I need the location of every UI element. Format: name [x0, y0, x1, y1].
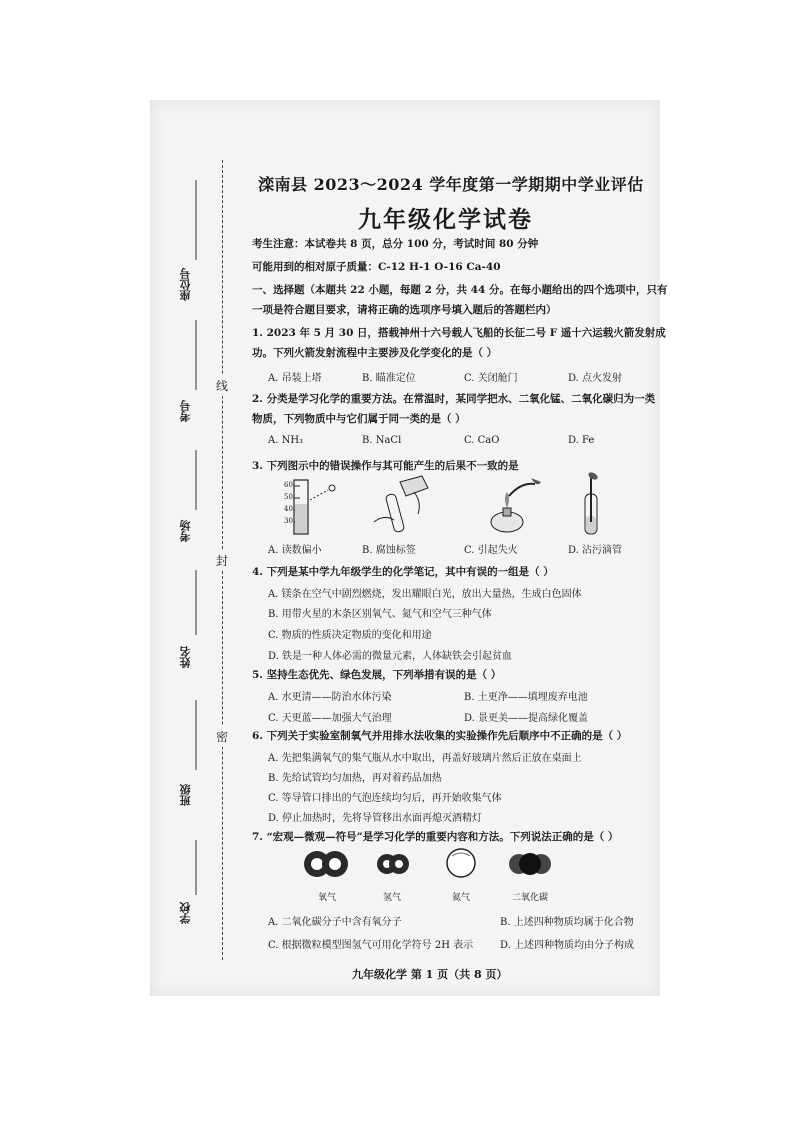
q2-option-c: C. CaO [464, 435, 500, 446]
section-1-line-1: 一、选择题（本题共 22 小题，每题 2 分，共 44 分。在每小题给出的四个选项中，只有 [252, 284, 668, 296]
q6-option-d: D. 停止加热时，先将导管移出水面再熄灭酒精灯 [268, 813, 483, 824]
scale-tick-60: 60 [284, 481, 293, 489]
molecule-label-helium: 氦气 [452, 893, 471, 903]
binding-field-lines [188, 180, 208, 960]
q7-option-d: D. 上述四种物质均由分子构成 [500, 940, 635, 951]
q1-stem-2: 功。下列火箭发射流程中主要涉及化学变化的是（ ） [252, 347, 498, 359]
molecule-label-carbon-dioxide: 二氧化碳 [512, 893, 549, 903]
pouring-reagent-icon [370, 474, 440, 540]
helium-atom-icon [444, 846, 478, 884]
q4-option-d: D. 铁是一种人体必需的微量元素，人体缺铁会引起贫血 [268, 651, 513, 662]
binding-mark-mi: 密 [216, 726, 228, 747]
field-seat-number: 座位号 [179, 268, 192, 301]
q4-option-b: B. 用带火星的木条区别氧气、氮气和空气三种气体 [268, 609, 492, 620]
q2-stem-1: 2. 分类是学习化学的重要方法。在常温时，某同学把水、二氧化锰、二氧化碳归为一类 [252, 393, 656, 405]
q2-option-b: B. NaCl [362, 435, 402, 446]
q2-option-d: D. Fe [568, 435, 595, 446]
q5-option-d: D. 景更美——提高绿化覆盖 [464, 713, 589, 724]
scale-tick-50: 50 [284, 493, 293, 501]
field-exam-number: 考号 [179, 400, 192, 422]
carbon-dioxide-molecule-icon [508, 850, 552, 882]
page-footer: 九年级化学 第 1 页（共 8 页） [352, 968, 508, 981]
q5-option-c: C. 天更蓝——加强大气治理 [268, 713, 392, 724]
q1-option-a: A. 吊装上塔 [268, 373, 322, 384]
q2-option-a: A. NH₃ [268, 435, 304, 446]
q7-option-b: B. 上述四种物质均属于化合物 [500, 917, 634, 928]
q6-option-b: B. 先给试管均匀加热，再对着药品加热 [268, 773, 442, 784]
molecule-label-hydrogen: 氢气 [383, 893, 402, 903]
alcohol-lamp-icon [485, 474, 545, 540]
notice-line-2: 可能用到的相对原子质量：C-12 H-1 O-16 Ca-40 [252, 261, 501, 273]
field-class: 班级 [179, 784, 192, 806]
q5-option-b: B. 土更净——填埋废弃电池 [464, 692, 588, 703]
q7-option-a: A. 二氧化碳分子中含有氧分子 [268, 917, 402, 928]
q1-option-b: B. 瞄准定位 [362, 373, 416, 384]
molecule-label-oxygen: 氧气 [318, 893, 337, 903]
field-exam-room: 考场 [179, 520, 192, 542]
q1-option-d: D. 点火发射 [568, 373, 623, 384]
q1-stem-1: 1. 2023 年 5 月 30 日，搭载神州十六号载人飞船的长征二号 F 遥十六运载火箭发射成 [252, 327, 666, 339]
q4-option-a: A. 镁条在空气中剧烈燃烧，发出耀眼白光，放出大量热，生成白色固体 [268, 589, 582, 600]
field-school: 学校 [179, 902, 192, 924]
q3-option-a: A. 读数偏小 [268, 545, 322, 556]
section-1-line-2: 一项是符合题目要求，请将正确的选项序号填入题后的答题栏内） [252, 304, 557, 316]
test-tube-dropper-icon [575, 472, 615, 542]
q4-stem-1: 4. 下列是某中学九年级学生的化学笔记，其中有误的一组是（ ） [252, 566, 554, 578]
q7-stem-1: 7. “宏观—微观—符号”是学习化学的重要内容和方法。下列说法正确的是（ ） [252, 831, 619, 843]
scale-tick-40: 40 [284, 505, 293, 513]
q1-option-c: C. 关闭舱门 [464, 373, 518, 384]
notice-line-1: 考生注意：本试卷共 8 页，总分 100 分，考试时间 80 分钟 [252, 238, 539, 250]
q5-option-a: A. 水更清——防治水体污染 [268, 692, 392, 703]
q7-option-c: C. 根据微粒模型图氢气可用化学符号 2H 表示 [268, 940, 474, 951]
q3-stem-1: 3. 下列图示中的错误操作与其可能产生的后果不一致的是 [252, 460, 519, 472]
q5-stem-1: 5. 坚持生态优先、绿色发展，下列举措有误的是（ ） [252, 669, 502, 681]
q2-stem-2: 物质，下列物质中与它们属于同一类的是（ ） [252, 413, 466, 425]
hydrogen-molecule-icon [375, 850, 411, 882]
exam-header-title: 滦南县 2023～2024 学年度第一学期期中学业评估 [258, 175, 644, 194]
binding-mark-xian: 线 [216, 375, 228, 396]
field-name: 姓名 [179, 646, 192, 668]
q3-option-b: B. 腐蚀标签 [362, 545, 416, 556]
q3-option-c: C. 引起失火 [464, 545, 518, 556]
q4-option-c: C. 物质的性质决定物质的变化和用途 [268, 630, 432, 641]
q6-stem-1: 6. 下列关于实验室制氧气并用排水法收集的实验操作先后顺序中不正确的是（ ） [252, 730, 628, 742]
q3-option-d: D. 沾污滴管 [568, 545, 623, 556]
scale-tick-30: 30 [284, 517, 293, 525]
oxygen-molecule-icon [302, 848, 350, 884]
exam-subject-title: 九年级化学试卷 [358, 206, 533, 233]
q6-option-c: C. 等导管口排出的气泡连续均匀后，再开始收集气体 [268, 793, 502, 804]
binding-mark-feng: 封 [216, 550, 228, 571]
q6-option-a: A. 先把集满氧气的集气瓶从水中取出，再盖好玻璃片然后正放在桌面上 [268, 753, 582, 764]
